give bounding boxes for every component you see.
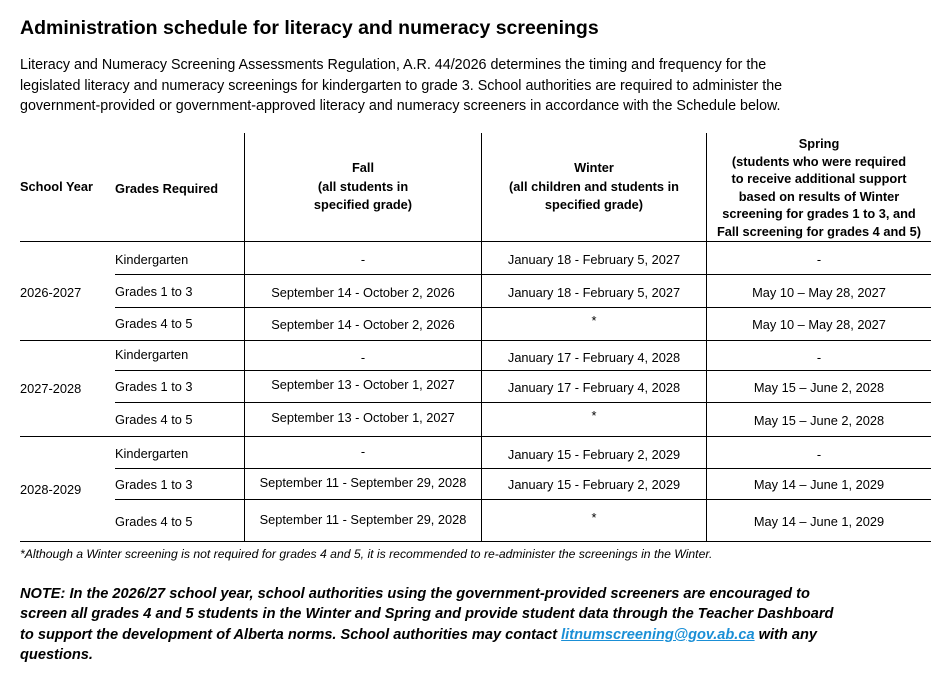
note-paragraph: [20, 584, 920, 666]
winter-cell: *: [591, 313, 597, 328]
row-divider: [115, 499, 931, 500]
winter-cell: January 18 - February 5, 2027: [507, 252, 681, 267]
note-line: questions.: [20, 647, 93, 664]
school-year-cell: 2026-2027: [20, 285, 82, 300]
winter-cell: January 15 - February 2, 2029: [507, 447, 681, 462]
fall-cell: -: [360, 444, 366, 459]
row-divider: [115, 402, 931, 403]
column-divider: [706, 133, 707, 541]
fall-cell: September 11 - September 29, 2028: [259, 475, 467, 490]
page-title: Administration schedule for literacy and numeracy screenings: [20, 17, 599, 39]
winter-cell: *: [591, 510, 597, 525]
row-divider: [115, 274, 931, 275]
spring-cell: -: [816, 252, 822, 267]
school-year-cell: 2027-2028: [20, 381, 82, 396]
spring-cell: May 15 – June 2, 2028: [753, 413, 885, 428]
row-divider: [115, 370, 931, 371]
group-divider: [20, 340, 931, 341]
email-link[interactable]: litnumscreening@gov.ab.ca: [561, 626, 755, 643]
intro-line: government-provided or government-approved literacy and numeracy screeners in accordance with the Schedule below.: [20, 98, 781, 114]
fall-cell: September 11 - September 29, 2028: [259, 512, 467, 527]
fall-cell: -: [360, 252, 366, 267]
winter-cell: January 17 - February 4, 2028: [507, 380, 681, 395]
note-line: NOTE: In the 2026/27 school year, school authorities using the government-provided screeners are encouraged to: [20, 586, 810, 602]
winter-cell: January 17 - February 4, 2028: [507, 350, 681, 365]
grade-cell: Grades 1 to 3: [115, 379, 193, 394]
school-year-cell: 2028-2029: [20, 482, 82, 497]
spring-cell: May 15 – June 2, 2028: [753, 380, 885, 395]
grade-cell: Grades 1 to 3: [115, 284, 193, 299]
group-divider: [20, 436, 931, 437]
fall-cell: September 13 - October 1, 2027: [271, 377, 455, 392]
grade-cell: Kindergarten: [115, 446, 189, 461]
intro-line: Literacy and Numeracy Screening Assessments Regulation, A.R. 44/2026 determines the timing and frequency for the: [20, 57, 767, 73]
spring-cell: May 14 – June 1, 2029: [753, 514, 885, 529]
grade-cell: Grades 4 to 5: [115, 316, 193, 331]
table-bottom-rule: [20, 541, 931, 542]
column-divider: [244, 133, 245, 541]
grade-cell: Grades 1 to 3: [115, 477, 193, 492]
grade-cell: Kindergarten: [115, 347, 189, 362]
grade-cell: Grades 4 to 5: [115, 514, 193, 529]
winter-cell: January 15 - February 2, 2029: [507, 477, 681, 492]
row-divider: [115, 307, 931, 308]
winter-cell: January 18 - February 5, 2027: [507, 285, 681, 300]
fall-cell: September 14 - October 2, 2026: [271, 285, 455, 300]
note-text: with any: [754, 626, 818, 643]
spring-cell: May 10 – May 28, 2027: [752, 317, 886, 332]
header-winter: Winter (all children and students in specified grade): [509, 160, 679, 212]
note-line: [20, 625, 920, 645]
note-line: screen all grades 4 and 5 students in the Winter and Spring and provide student data through the Teacher Dashboard: [20, 606, 834, 623]
note-text: to support the development of Alberta norms. School authorities may contact: [20, 626, 562, 643]
grade-cell: Grades 4 to 5: [115, 412, 193, 427]
fall-cell: -: [360, 350, 366, 365]
header-grades-required: Grades Required: [115, 181, 219, 196]
column-divider: [481, 133, 482, 541]
spring-cell: May 14 – June 1, 2029: [753, 477, 885, 492]
winter-cell: *: [591, 408, 597, 423]
header-school-year: School Year: [20, 179, 94, 194]
header-spring: Spring (students who were required to receive additional support based on results of Winter screening for grades 1 to 3, and Fall screening for grades 4 and 5): [716, 136, 922, 239]
header-fall: Fall (all students in specified grade): [313, 160, 413, 212]
grade-cell: Kindergarten: [115, 252, 189, 267]
fall-cell: September 13 - October 1, 2027: [271, 410, 455, 425]
fall-cell: September 14 - October 2, 2026: [271, 317, 455, 332]
intro-line: legislated literacy and numeracy screenings for kindergarten to grade 3. School authorities are required to administer the: [20, 77, 783, 94]
intro-paragraph: [20, 55, 920, 117]
spring-cell: May 10 – May 28, 2027: [752, 285, 886, 300]
row-divider: [115, 468, 931, 469]
spring-cell: -: [816, 350, 822, 365]
header-rule: [20, 241, 931, 242]
spring-cell: -: [816, 447, 822, 462]
footnote: *Although a Winter screening is not required for grades 4 and 5, it is recommended to re-administer the screenings in the Winter.: [20, 547, 713, 561]
